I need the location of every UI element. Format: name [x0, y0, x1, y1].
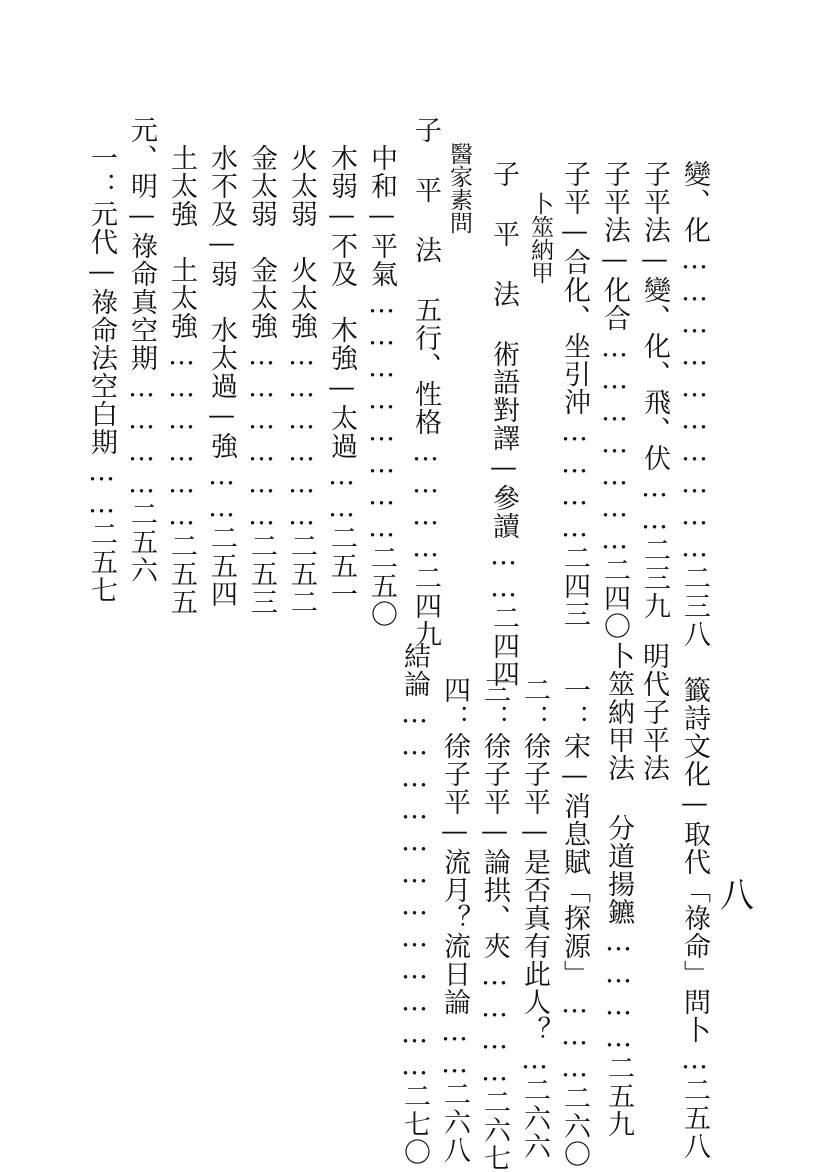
toc-entry: 三：徐子平—論拱、夾…………二六七 [479, 676, 510, 1172]
toc-entry: 土太強 土太強………………二五五 [166, 144, 197, 616]
toc-entry: 四：徐子平—流月？流日論……二六八 [439, 676, 470, 1164]
toc-entry: 子平法—變、化、飛、伏……二三九 [639, 160, 670, 620]
toc-entry: 子平法—化合…………………二四〇 [599, 160, 630, 640]
toc-entry: 籤詩文化—取代「祿命」問卜…二五八 [679, 676, 710, 1160]
toc-entry: 結論………………………………二七〇 [399, 642, 430, 1166]
toc-entry: 明代子平法 [638, 642, 669, 782]
toc-entry: 木弱—不及 木強—太過……二五一 [326, 144, 357, 608]
toc-entry: 中和—平氣……………………二五〇 [366, 144, 397, 628]
toc-entry: 火太弱 火太強………………二五二 [286, 144, 317, 616]
toc-entry: 元、明—祿命真空期…………二五六 [126, 116, 157, 584]
toc-entry-prefix: 醫家素問 [446, 142, 472, 234]
toc-entry: 二：徐子平—是否真有此人？…二六六 [519, 676, 550, 1160]
page-number: 八 [720, 876, 754, 916]
toc-entry: 子 平 法 術語對譯—參讀……二四四 [488, 160, 519, 688]
toc-entry: 卜筮納甲法 分道揚鑣…………二五九 [603, 642, 634, 1138]
toc-entry: 水不及—弱 水太過—強……二五四 [206, 144, 237, 608]
toc-entry: 變、化…………………………二三八 [679, 160, 710, 648]
toc-entry: 金太弱 金太強………………二五三 [246, 144, 277, 616]
toc-entry: 子平—合化、坐引沖…………二四三 [559, 160, 590, 628]
toc-entry: 一：宋—消息賦「探源」………二六〇 [559, 676, 590, 1168]
toc-entry: 子 平 法 五行、性格…………二四九 [410, 116, 441, 648]
toc-entry: 一：元代—祿命法空白期……二五七 [86, 144, 117, 604]
toc-entry-prefix: 卜筮納甲 [527, 192, 553, 284]
